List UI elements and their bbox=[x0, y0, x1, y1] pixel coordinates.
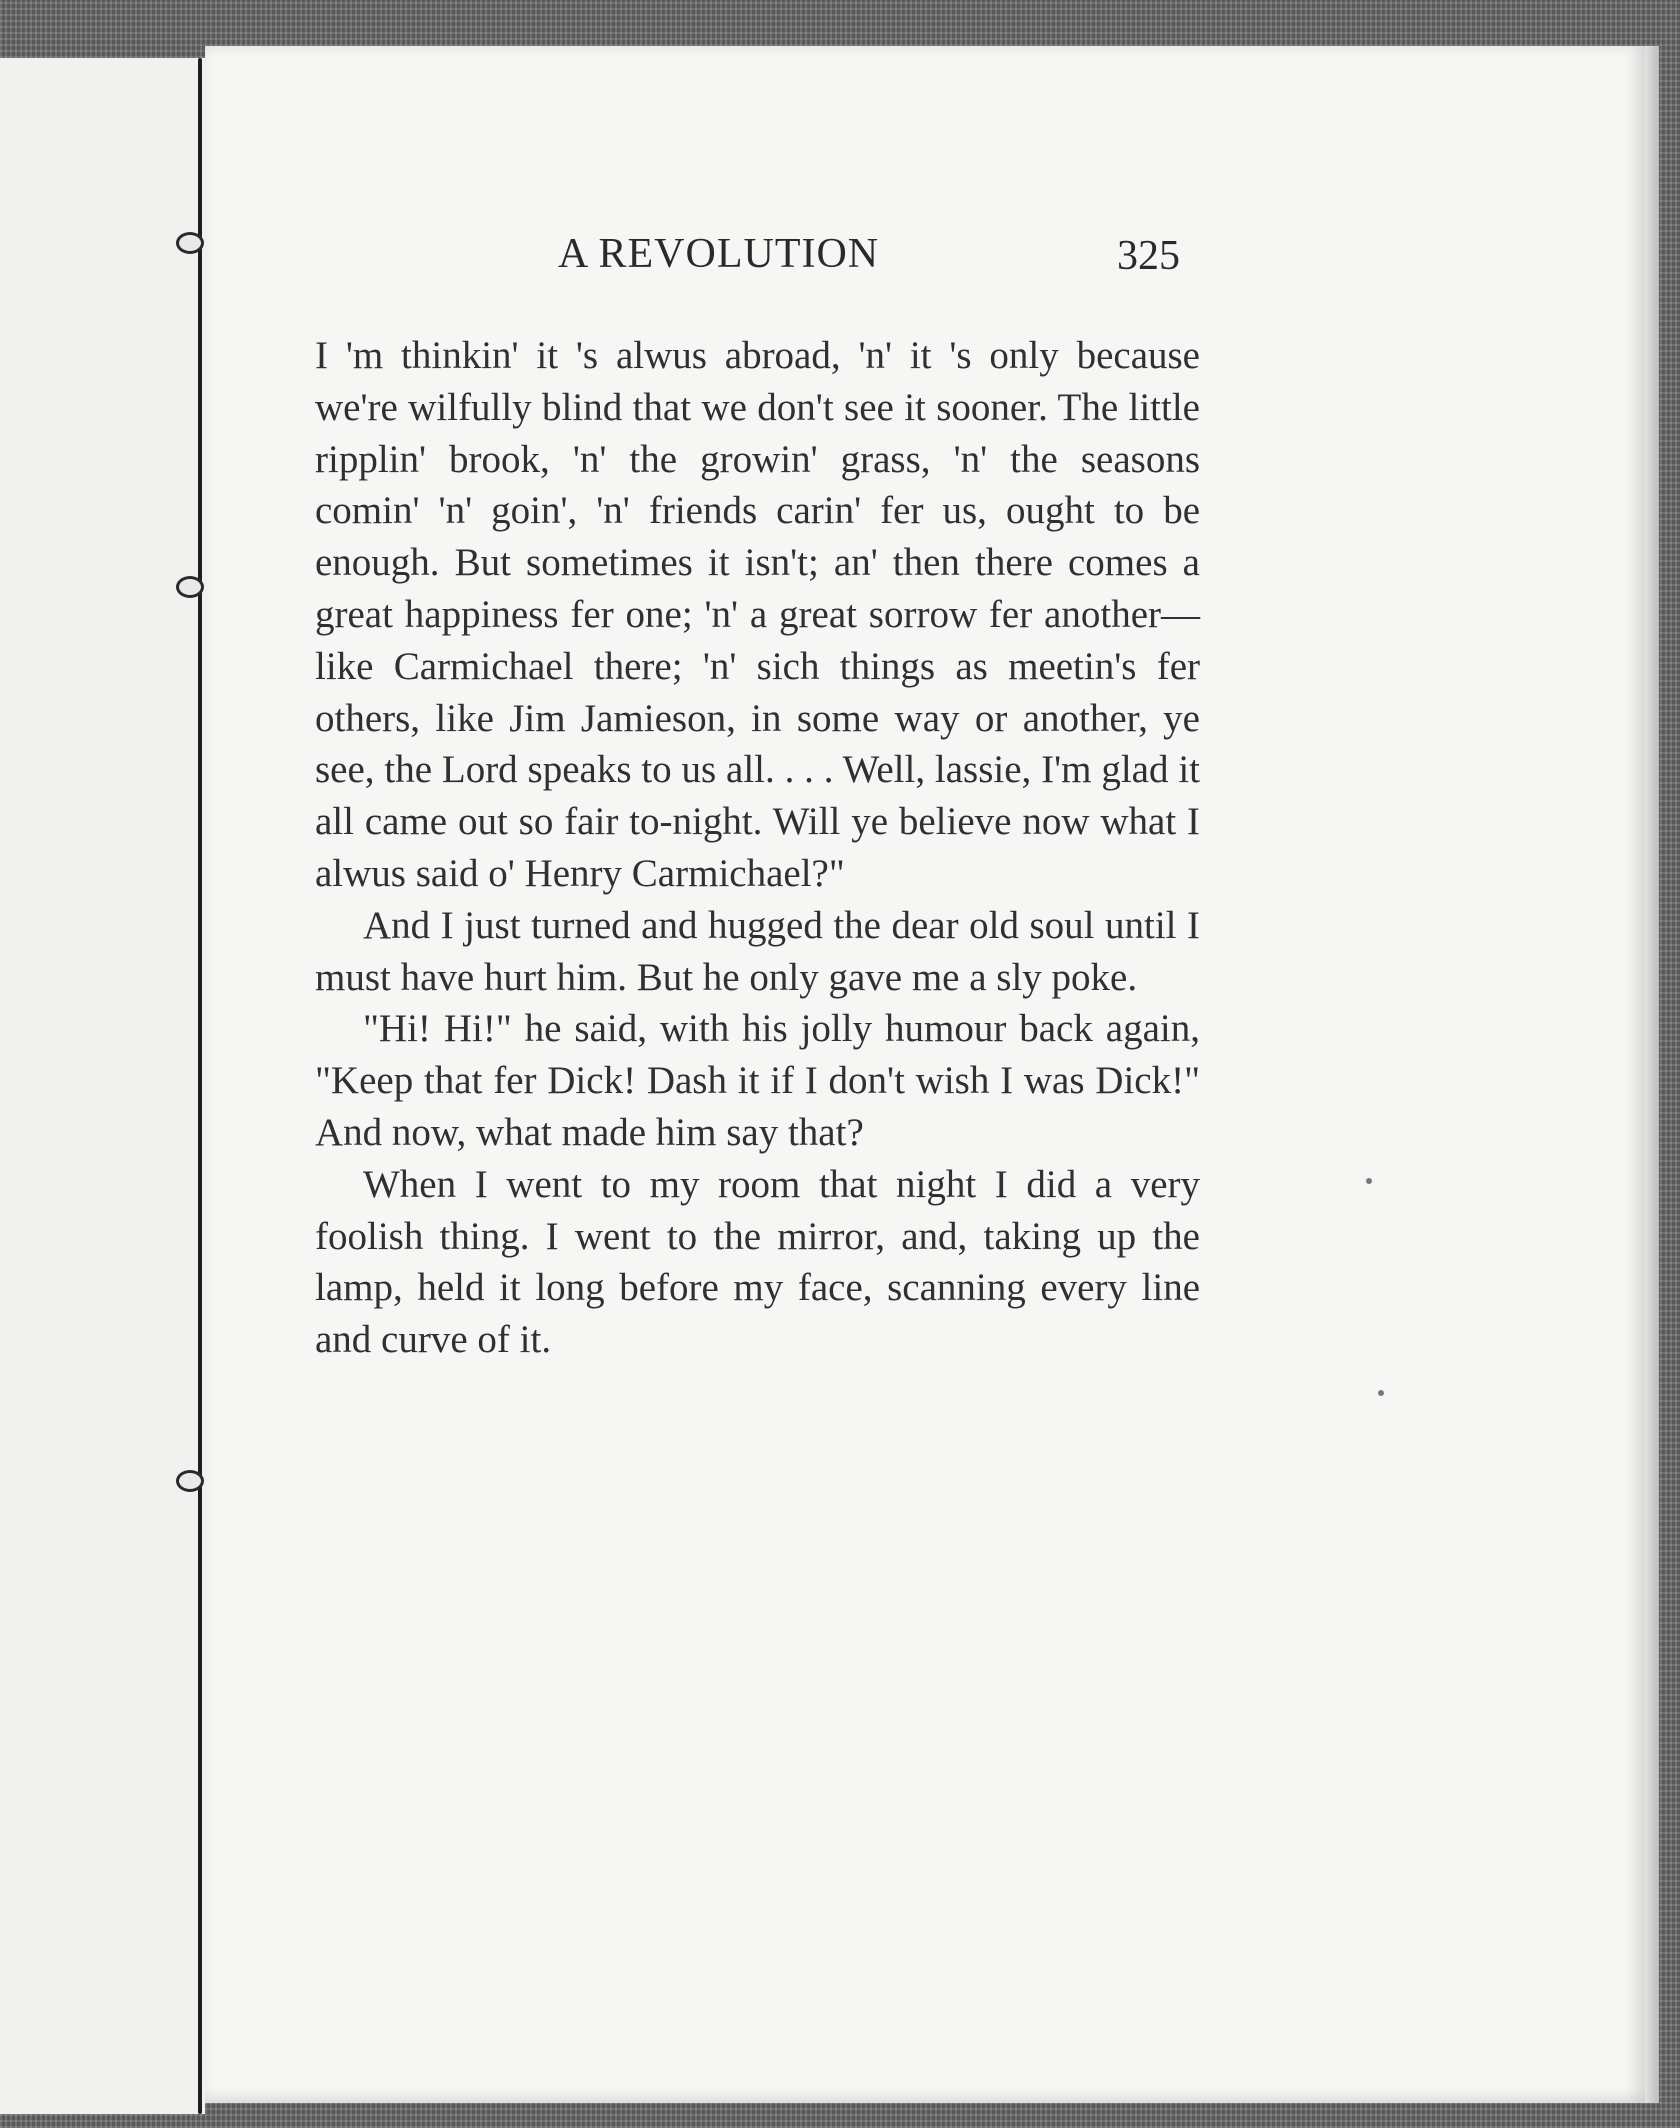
chapter-title: A REVOLUTION bbox=[558, 231, 880, 277]
paragraph-3: "Hi! Hi!" he said, with his jolly humour back again, "Keep that fer Dick! Dash it if I don't wish I was Dick!" And now, what made him say that? bbox=[315, 1007, 1200, 1154]
paragraph-4: When I went to my room that night I did a very foolish thing. I went to the mirror, and, taking up the lamp, held it long before my face, scanning every line and curve of it. bbox=[315, 1162, 1200, 1362]
page-number: 325 bbox=[1117, 233, 1180, 279]
paper-speck bbox=[1366, 1178, 1372, 1184]
paragraph-1: I 'm thinkin' it 's alwus abroad, 'n' it 's only because we're wilfully blind that we don't see it sooner. The little ripplin' brook, 'n' the growin' grass, 'n' the seasons comin' 'n' goin', 'n' friends carin' fer us, ought to be enough. But sometimes it isn't; an' then there comes a great happiness fer one; 'n' a great sorrow fer another—like Carmichael there; 'n' sich things as meetin's fer others, like Jim Jamieson, in some way or another, ye see, the Lord speaks to us all. . . . Well, lassie, I'm glad it all came out so fair to-night. Will ye believe now what I alwus said o' Henry Carmichael?" bbox=[315, 334, 1200, 895]
page-text bbox=[315, 330, 1200, 1366]
binding-stitch bbox=[176, 576, 204, 598]
running-header bbox=[355, 190, 1200, 310]
left-page-edge bbox=[0, 58, 205, 2114]
binding-thread bbox=[198, 58, 202, 2114]
page-edge-shadow bbox=[1645, 46, 1659, 2103]
binding-stitch bbox=[176, 232, 204, 254]
binding-stitch bbox=[176, 1470, 204, 1492]
paragraph-2: And I just turned and hugged the dear old soul until I must have hurt him. But he only gave me a sly poke. bbox=[315, 903, 1200, 999]
paper-speck bbox=[1378, 1390, 1384, 1396]
